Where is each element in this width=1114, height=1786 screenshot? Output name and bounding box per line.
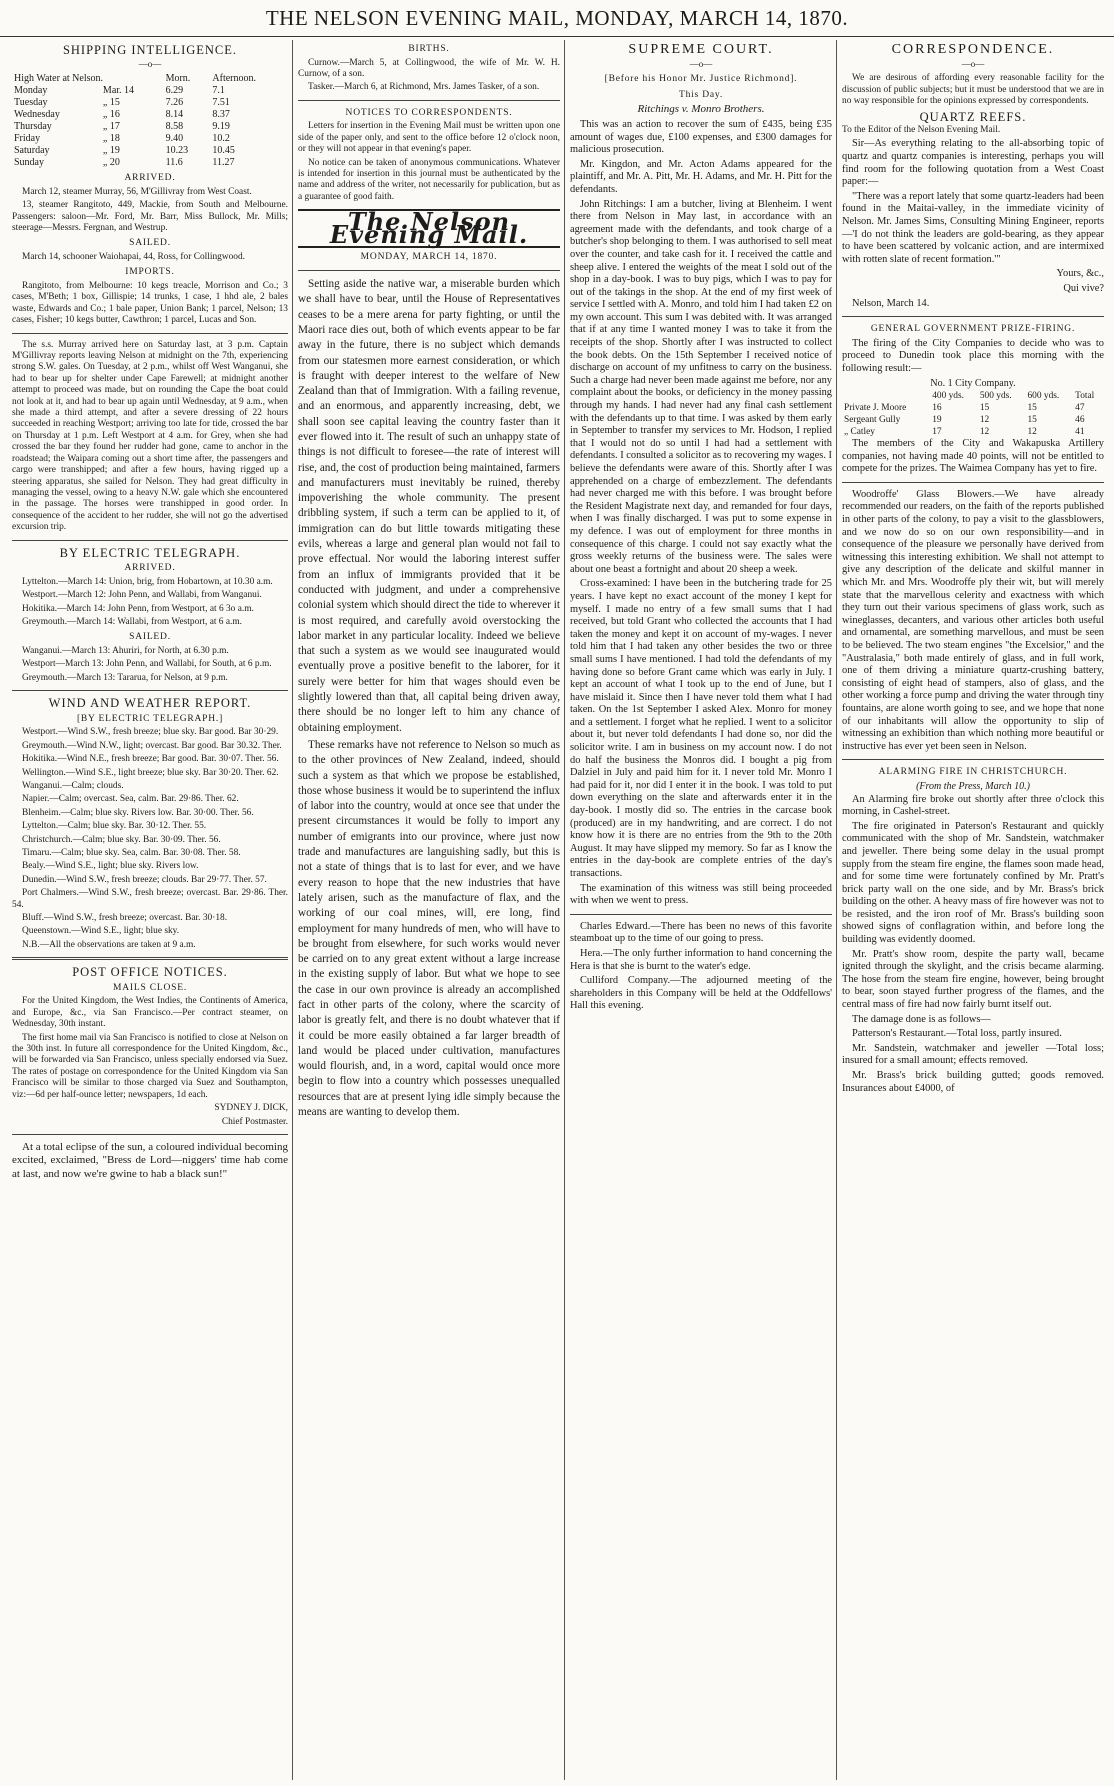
tide-row: Thursday „ 17 8.58 9.19 [14,121,230,133]
tide-table [12,73,288,169]
tide-row: Monday Mar. 14 6.29 7.1 [14,85,225,97]
ornament: —o— [138,58,162,69]
court-paragraph: This was an action to recover the sum of £435, being £35 amount of wages due, £100 expenses, and £300 damages for malicious prosecution. [570,118,832,156]
divider [12,690,288,691]
weather-line: Hokitika.—Wind N.E., fresh breeze; Bar good. Bar. 30·07. Ther. 56. [22,754,279,765]
prize-company: No. 1 City Company. [930,377,1016,389]
weather-line: Blenheim.—Calm; blue sky. Rivers low. Bar. 30·00. Ther. 56. [22,807,254,818]
quartz-heading: QUARTZ REEFS. [919,110,1027,125]
court-paragraph: Mr. Kingdon, and Mr. Acton Adams appeared for the plaintiff, and Mr. A. Pitt, Mr. H. Adams, and Mr. H. Pitt for the defendants. [570,158,832,195]
telegraph-item: Westport.—March 12: John Penn, and Wallabi, from Wanganui. [22,590,262,601]
telegraph-item: Greymouth.—March 13: Tararua, for Nelson, at 9 p.m. [22,672,228,683]
tide-row: Friday „ 18 9.40 10.2 [14,133,230,145]
eclipse-anecdote: At a total eclipse of the sun, a coloured individual becoming excited, exclaimed, "Bress de Lord—niggers' time hab come at last, and now we're gwine to hab a black sun!" [12,1140,288,1180]
weather-note: N.B.—All the observations are taken at 9 a.m. [22,939,196,950]
sailed-heading: SAILED. [129,238,171,249]
weather-line: Wellington.—Wind S.E., light breeze; blue sky. Bar 30·20. Ther. 62. [22,767,279,778]
post-body: The first home mail via San Francisco is notified to close at Nelson on the 30th inst. In future all correspondence for the United Kingdom, &c., will be forwarded via San Francisco, unless specially endorsed via Suez. The rates of postage on correspondence for the United Kingdom via San Francisco will be similar to those charged via Suez and Southampton, viz:—6d per half-ounce letter; newspapers, 1d each. [12,1032,288,1100]
divider [570,914,832,915]
divider [298,270,560,271]
divider [12,540,288,541]
birth-item: Curnow.—March 5, at Collingwood, the wife of Mr. W. H. Curnow, of a son. [298,57,560,79]
telegraph-item: Hokitika.—March 14: John Penn, from Westport, at 6 3o a.m. [22,603,254,614]
letter-paragraph: Sir—As everything relating to the all-absorbing topic of quartz and quartz companies is interesting, perhaps you will find room for the following quotation from a West Coast paper:— [842,138,1104,188]
letter-place: Nelson, March 14. [852,297,930,309]
divider [842,482,1104,483]
leader-article [298,277,560,1120]
fire-paragraph: Mr. Brass's brick building gutted; goods removed. Insurances about £4000, of [842,1070,1104,1094]
weather-line: Dunedin.—Wind S.W., fresh breeze; clouds. Bar 29·77. Ther. 57. [22,874,267,885]
imports-heading: IMPORTS. [125,267,175,278]
prize-row: „ Catley 17 12 12 41 [844,427,1085,438]
post-signer-title: Chief Postmaster. [221,1116,288,1127]
correspondence-disclaimer: We are desirous of affording every reasonable facility for the discussion of public subjects; but it must be understood that we are in no way responsible for the opinions expressed by correspondents. [842,73,1104,106]
court-paragraph: The examination of this witness was still being proceeded with when we went to press. [570,882,832,907]
tide-head: Afternoon. [212,73,256,85]
weather-line: Lyttelton.—Calm; blue sky. Bar. 30·12. Ther. 55. [22,821,207,832]
arrival-item: March 12, steamer Murray, 56, M'Gillivray from West Coast. [22,186,252,197]
weather-line: Bealy.—Wind S.E., light; blue sky. Rivers low. [22,861,199,872]
sailed-item: March 14, schooner Waiohapai, 44, Ross, for Collingwood. [22,252,245,262]
tide-row: Sunday „ 20 11.6 11.27 [14,157,235,169]
arrived-heading: ARRIVED. [124,173,176,184]
letter-sign: Qui vive? [1063,282,1104,294]
prize-outro: The members of the City and Wakapuska Artillery companies, not having made 40 points, will not be entitled to compete for the prizes. The Waimea Company has yet to fire. [842,438,1104,475]
telegraph-arrived-heading: ARRIVED. [124,563,176,574]
court-before: [Before his Honor Mr. Justice Richmond]. [604,74,798,85]
telegraph-item: Wanganui.—March 13: Ahuriri, for North, at 6.30 p.m. [22,645,229,656]
column-rule [564,40,565,1780]
weather-line: Timaru.—Calm; blue sky. Sea, calm. Bar. 30·08. Ther. 58. [22,848,241,858]
court-day: This Day. [678,89,724,100]
news-item: Hera.—The only further information to hand concerning the Hera is that she is burnt to the water's edge. [570,947,832,972]
fire-paragraph: The fire originated in Paterson's Restaurant and quickly communicated with the shop of Mr. Sandstein, watchmaker and jeweller. There being some delay in the usual prompt supply from the steam fire engine, the flames soon made head, and for some time were fortunately confined by Mr. Pratt's brick party wall on the one side, and by Mr. Brass's brick building on the other. A heavy mass of fire however was not to be resisted, and the iron roof of Mr. Brass's building soon showed signs of conflagration within, and before long the building was evidently doomed. [842,820,1104,946]
murray-report: The s.s. Murray arrived here on Saturday last, at 3 p.m. Captain M'Gillivray reports leaving Nelson at midnight on the 7th, experiencing strong S.W. gales. On Tuesday, at 2 p.m., whilst off West Wanganui, she had to bear up for shelter under Cape Farewell; at midnight another attempt to proceed was made, but on rounding the Cape the boat could not look at it, and had to bear up again until Wednesday, at 9 a.m., when she made a third attempt, and after a severe dressing of 22 hours succeeded in reaching Westport; arriving too late for tide, crossed the bar on Thursday at 1 p.m. Left Westport at 4 a.m. for Grey, when she had crossed the bar they found her rudder had gone, came to anchor in the roadstead; the Waipara coming out a short time after, the passengers and cargo were transhipped; and after a few hours, having rigged up a steering apparatus, she sailed for Nelson. They had great difficulty in managing the vessel, owing to a heavy N.W. gale which she encountered in the passage. The horses were transhipped in good order. In consequence of the accident to her rudder, she will not go the advertised excursion trip. [12,339,288,533]
tide-head: Morn. [165,73,191,85]
news-item: Charles Edward.—There has been no news of this favorite steamboat up to the time of our going to press. [570,920,832,945]
tide-head: High Water at Nelson. [14,73,103,85]
divider [12,1134,288,1135]
correspondence-heading: CORRESPONDENCE. [891,42,1055,57]
weather-line: Greymouth.—Wind N.W., light; overcast. Bar good. Bar 30.32. Ther. [22,740,282,751]
weather-line: Wanganui.—Calm; clouds. [22,780,124,791]
telegraph-sailed-heading: SAILED. [129,632,171,643]
ornament: —o— [961,58,985,69]
leader-paragraph: Setting aside the native war, a miserable burden which we shall have to bear, until the House of Representatives ceases to be a mere arena for party fighting, or until the Maori race dies out, both of which events appear to be far away in the future, there is no subject which demands from our statesmen more earnest consideration, or which is fraught with deeper interest to the welfare of New Zealand than that of Immigration. With a failing revenue, and an enormous, and apparently increasing, debt, we shall soon see capital leaving the country faster than it ever flowed into it. The result of such an unhappy state of things is not difficult to foresee—the rate of interest will rise, and, the cost of production being maintained, farmers and manufacturers must inevitably be ruined, thereby impoverishing the whole community. The present dribbling system, if such a term can be applied to it, of immigration can do but little towards mitigating these evils, whereas a large and general plan would not fail to prove effectual. Nor would the laboring interest suffer from an influx of immigrants provided that it be conducted with judgment, and under a comprehensive colonial system which should direct the tide to wherever it is most required, and carefully avoid overstocking the labor market in any particular locality. Indeed we believe that such a system as we would see inaugurated would eventually prove a positive benefit to the laborer, for it surely were better for him that wages should even be slightly lowered than that, all capital being driven away, there should be no longer left to him any chance of obtaining employment. [298,278,560,734]
court-paragraph: John Ritchings: I am a butcher, living at Blenheim. I went there from Nelson in May last, in accordance with an agreement made with the defendants, and took charge of a butcher's shop belonging to them. I was authorised to sell meat over the counter, and take cash for it. I received the cattle and sheep alive. I entered the weights of the meat I sold out of the shop in a day-book. I was to buy pigs, which I was to pay for out of the takings in the shop. At the end of my first week of service I settled with A. Monro, and told him I had taken £2 on my own account. This sum I was debited with. It was arranged that if at any time I wanted money I was to take it from the receipts of the shop. Shortly after I was instructed to collect the book debts. On the 15th September I received notice of discharge on account of my unfitness to carry on the business. Such a charge had never been made against me before, nor any complaint about the books, or deficiency in the money passing through my hands. I had never had any final cash settlement with the defendants up to that time. I was asked by them early in September to transfer my services to Mr. Hodson, I replied that I would not do so until I had had a settlement with defendants. I consulted a solicitor as to recovering my wages. I believe the defendants were aware of this. Shortly after I was apprehended on a charge of embezzlement. The defendants had never charged me with this before. I was brought before the Resident Magistrate next day, and remanded for four days, when I was finally discharged. I was put to some expense in my defence. I was out of employment for three months in consequence of this charge. I could not say exactly what the gross weekly returns of the business were. The sales were about one beast a fortnight and about 20 sheep a week. [570,198,832,575]
weather-heading: WIND AND WEATHER REPORT. [48,696,252,711]
weather-line: Bluff.—Wind S.W., fresh breeze; overcast. Bar. 30·18. [22,913,228,924]
leader-date: MONDAY, MARCH 14, 1870. [360,252,498,263]
divider [12,333,288,334]
fire-paragraph: Mr. Pratt's show room, despite the party wall, became ignited through the skylight, and the crisis became alarming. The hose from the steam fire engine, however, being brought to bear, soon stayed further progress of the flames, and the central mass of fire had now fairly burnt itself out. [842,948,1104,1011]
column-2 [298,40,560,1780]
post-heading: POST OFFICE NOTICES. [72,965,228,980]
fire-paragraph: The damage done is as follows— [852,1013,991,1025]
imports-text: Rangitoto, from Melbourne: 10 kegs treacle, Morrison and Co.; 3 cases, M'Beth; 1 box, Gillispie; 14 trunks, 1 case, 1 hhd ale, 2 bales waste, Edwards and Co.; 1 bale paper, Union Bank; 1 parcel, Nelson; 13 cases, Fisher; 10 kegs butter, Cawthron; 1 parcel, Lucas and Son. [12,281,288,326]
telegraph-item: Lyttelton.—March 14: Union, brig, from Hobartown, at 10.30 a.m. [22,576,273,587]
fire-paragraph: An Alarming fire broke out shortly after three o'clock this morning, in Cashel-street. [842,793,1104,818]
masthead: THE NELSON EVENING MAIL, MONDAY, MARCH 14, 1870. [0,0,1114,37]
prize-heading: GENERAL GOVERNMENT PRIZE-FIRING. [870,324,1076,335]
telegraph-item: Westport—March 13: John Penn, and Wallabi, for South, at 6 p.m. [22,659,272,670]
weather-sub: [BY ELECTRIC TELEGRAPH.] [76,713,224,724]
notices-text: No notice can be taken of anonymous communications. Whatever is intended for insertion in this journal must be authenticated by the name and address of the writer, not necessarily for publication, but as a guarantee of good faith. [298,157,560,202]
fire-paragraph: Mr. Sandstein, watchmaker and jeweller —Total loss; insured for a small amount; effects removed. [842,1042,1104,1067]
column-1 [12,40,288,1780]
tide-row: Saturday „ 19 10.23 10.45 [14,145,235,157]
weather-line: Christchurch.—Calm; blue sky. Bar. 30·09. Ther. 56. [22,834,221,845]
nameplate: The Nelson Evening Mail. [298,209,560,248]
fire-heading: ALARMING FIRE IN CHRISTCHURCH. [878,767,1068,778]
prize-row: Sergeant Gully 19 12 15 46 [844,415,1085,426]
letter-paragraph: "There was a report lately that some quartz-leaders had been found in the Maitai-valley, in the immediate vicinity of Nelson. Mr. James Sims, Consulting Mining Engineer, reports—'I do not think the leaders are gold-bearing, as they appear to have been scattered by volcanic action, and are intermixed with rotten slate of recent formation.'" [842,190,1104,265]
weather-line: Napier.—Calm; overcast. Sea, calm. Bar. 29·86. Ther. 62. [22,794,239,805]
divider [12,957,288,960]
divider [842,316,1104,317]
shipping-heading: SHIPPING INTELLIGENCE. [62,43,238,57]
tide-row: Tuesday „ 15 7.26 7.51 [14,97,230,109]
birth-item: Tasker.—March 6, at Richmond, Mrs. James Tasker, of a son. [308,82,540,93]
column-rule [836,40,837,1780]
divider [298,100,560,101]
fire-source: (From the Press, March 10.) [916,780,1030,792]
tide-row: Wednesday „ 16 8.14 8.37 [14,109,230,121]
telegraph-heading: BY ELECTRIC TELEGRAPH. [59,545,241,560]
mails-text: For the United Kingdom, the West Indies, the Continents of America, and Europe, &c., via San Francisco.—Per contract steamer, on Wednesday, 30th instant. [12,996,288,1030]
column-3 [570,40,832,1780]
news-item: Culliford Company.—The adjourned meeting of the shareholders in this Company will be held at the Oddfellows' Hall this evening. [570,975,832,1012]
fire-paragraph: Patterson's Restaurant.—Total loss, partly insured. [852,1028,1062,1040]
court-case: Ritchings v. Monro Brothers. [637,103,765,116]
glass-blowers: Woodroffe' Glass Blowers.—We have already recommended our readers, on the faith of the reports published in other parts of the colony, to pay a visit to the glassblowers, and we now do so on our own responsibility—and in consequence of the pleasure we personally have derived from witnessing this interesting exhibition. We shall not attempt to give any description of the delicate and skilful manner in which Mr. and Mrs. Woodroffe ply their wit, but will merely state that the marvellous celerity and exactness with which they turn out their various specimens of glass work, such as wineglasses, decanters, and various other articles both useful and ornamental, are something marvellous, and must be seen to be believed. The two steam engines "the Excelsior," and the "Australasia," both made entirely of glass, and in full work, one of them driving a miniature quartz-crushing battery, consisting of eight head of stampers, also of glass, and the other working a force pump and driving the water through tiny fountains, are alone worth going to see, and we hope that none of our inhabitants will allow the opportunity to slip of witnessing an exhibition than which nothing more beautiful or instructive has ever yet been seen in Nelson. [842,488,1104,752]
divider [842,759,1104,760]
ornament: —o— [689,58,713,69]
prize-row: Private J. Moore 16 15 15 47 [844,403,1085,414]
notices-text: Letters for insertion in the Evening Mail must be written upon one side of the paper only, and sent to the office before 12 o'clock noon, or they will not appear in that evening's paper. [298,121,560,155]
arrival-item: 13, steamer Rangitoto, 449, Mackie, from South and Melbourne. Passengers: saloon—Mr. Ford, Mr. Barr, Miss Bullock, Mr. Mills; steerage—Messrs. Fergnan, and Westrup. [12,200,288,233]
weather-line: Westport.—Wind S.W., fresh breeze; blue sky. Bar good. Bar 30·29. [22,727,279,738]
mails-heading: MAILS CLOSE. [113,982,187,993]
column-4 [842,40,1104,1780]
court-paragraph: Cross-examined: I have been in the butchering trade for 25 years. I have kept no exact account of the money I kept for myself. I made no entry of a few small sums that I had received, but told Grant who collected the accounts that I had taken the money and kept it on account of my-wages. I never told him that I had taken any other besides the two or three small sums I have mentioned. I had told the defendants of my having done so before Grant came which was early in July. I kept an account of what I took up to the end of June, but I have mislaid it. Since then I have never told them what I had taken. On the 1st September I asked Alex. Monro for money and a settlement. I forget what he replied. I went to a solicitor about it, but never told defendants I had done so, nor did the solicitor write. I am in business on my account now. I do not do half the business the Monros did. I bought a pig from Dalziel in July and paid him for it. I never told Mr. Monro I had paid for it, nor did I enter it in the book. I was told to put down everything on the slate and afterwards enter it in the day-book. I mostly did so. The entries in the carcase book (produced) are in my handwriting, and are correct. I do not know how it is there are no entries from the 9th to the 20th August. It may have slipped my memory. So far as I know the entries in the day-book are complete entries of the day's transactions. [570,578,832,879]
post-signer: SYDNEY J. DICK, [214,1103,288,1114]
prize-intro: The firing of the City Companies to decide who was to proceed to Dunedin took place this morning with the following result:— [842,337,1104,374]
weather-line: Port Chalmers.—Wind S.W., fresh breeze; overcast. Bar. 29·86. Ther. 54. [12,888,288,910]
telegraph-item: Greymouth.—March 14: Wallabi, from Westport, at 6 a.m. [22,616,242,627]
births-heading: BIRTHS. [408,44,450,54]
leader-paragraph: These remarks have not reference to Nelson so much as to the other provinces of New Zealand, indeed, should such a system as that which we propose be established, those whose business it would be to superintend the influx of labor into the country, would at once see that under the present circumstances it would be folly to import any number of emigrants into our province, where just now trade and manufactures are languishing sadly, but this is not a state of things that is to last for ever, and we have every reason to hope that the new industries that have lately arisen, such as the manufacture of flax, and the working of our coal mines, will, ere long, find employment for many hundreds of men, who will have to be brought from elsewhere, for such works would never be carried on to any great extent without a large increase in the existing supply of labor. But what we hope to see the case in our own province is already an accomplished fact in other parts of the colony, where the scarcity of labor is greatly felt, and there is no doubt whatever that if it could be more easily obtained a far larger breadth of land would be placed under cultivation, manufactures would flourish, and, in a word, capital would once more begin to flow into a country which possesses unequalled resources that are at present lying idle simply because the means are wanting to develop them. [298,738,560,1119]
prize-table: 400 yds. 500 yds. 600 yds. Total Private J. Moore 16 15 15 47 Sergeant Gully 19 12 15 46 „ Catley 17 12 12 41 [842,390,1104,438]
notices-heading: NOTICES TO CORRESPONDENTS. [345,107,513,118]
column-rule [292,40,293,1780]
letter-sign: Yours, &c., [1056,268,1104,280]
court-heading: SUPREME COURT. [628,42,774,57]
weather-line: Queenstown.—Wind S.E., light; blue sky. [22,926,180,937]
to-editor: To the Editor of the Nelson Evening Mail. [842,125,1001,135]
